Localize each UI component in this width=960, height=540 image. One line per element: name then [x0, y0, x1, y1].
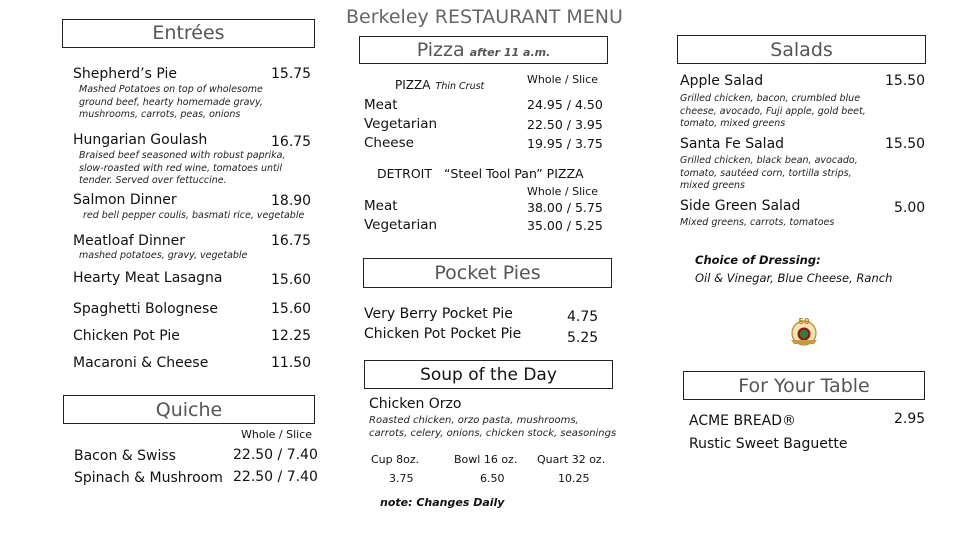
menu-item-name: Santa Fe Salad — [680, 136, 785, 152]
menu-item-price: 15.50 — [885, 136, 926, 152]
menu-item-price: 15.60 — [271, 301, 312, 317]
menu-item-name: Spaghetti Bolognese — [73, 301, 218, 317]
menu-item-description: Grilled chicken, bacon, crumbled blue cheese, avocado, Fuji apple, gold beet, tomato, mixed greens — [680, 93, 866, 129]
pocket-pies-heading-box — [363, 258, 612, 288]
for-your-table-heading-box — [683, 371, 925, 400]
bread-price: 2.95 — [894, 411, 926, 427]
anniversary-50-logo-icon — [787, 314, 821, 348]
menu-item-price: 35.00 / 5.25 — [527, 218, 603, 233]
menu-item-price: 22.50 / 7.40 — [233, 469, 318, 485]
soup-size-label: Cup 8oz. — [371, 453, 420, 466]
menu-item-price: 15.75 — [271, 66, 312, 82]
menu-item-price: 22.50 / 3.95 — [527, 117, 603, 132]
menu-item-name: Side Green Salad — [680, 198, 801, 214]
menu-item-price: 16.75 — [271, 134, 312, 150]
menu-item-price: 4.75 — [567, 309, 599, 325]
menu-item-name: Meat — [364, 198, 398, 214]
menu-item-name: Chicken Pot Pie — [73, 328, 180, 344]
column-header: Whole / Slice — [241, 428, 313, 441]
entrees-heading-box — [62, 19, 315, 48]
soup-size-label: Quart 32 oz. — [537, 453, 606, 466]
pizza-heading-box — [359, 36, 608, 64]
menu-item-name: Vegetarian — [364, 217, 438, 233]
menu-item-name: Vegetarian — [364, 116, 438, 132]
menu-item-name: Spinach & Mushroom — [74, 470, 223, 486]
menu-item-name: Shepherd’s Pie — [73, 66, 177, 82]
menu-item-name: Hearty Meat Lasagna — [73, 270, 223, 286]
pocket-pies-heading: Pocket Pies — [434, 262, 541, 284]
menu-item-name: Apple Salad — [680, 73, 764, 89]
soup-size-price: 10.25 — [558, 472, 590, 485]
menu-item-price: 16.75 — [271, 233, 312, 249]
menu-item-name: Hungarian Goulash — [73, 132, 208, 148]
quiche-heading-box — [63, 395, 315, 424]
soup-note: note: Changes Daily — [380, 496, 505, 509]
soup-heading-box — [364, 360, 613, 389]
salads-heading-box — [677, 35, 926, 64]
menu-item-price: 18.90 — [271, 193, 312, 209]
soup-heading: Soup of the Day — [420, 365, 557, 385]
detroit-pizza-label — [377, 166, 584, 181]
menu-item-description: Mixed greens, carrots, tomatoes — [680, 217, 835, 228]
bread-name: Rustic Sweet Baguette — [689, 436, 848, 452]
menu-item-name: Macaroni & Cheese — [73, 355, 209, 371]
menu-item-price: 19.95 / 3.75 — [527, 136, 603, 151]
menu-item-price: 38.00 / 5.75 — [527, 200, 603, 215]
menu-item-description: Braised beef seasoned with robust paprika, slow-roasted with red wine, tomatoes until tender. Served over fettuccine. — [79, 150, 286, 186]
bread-brand: ACME BREAD® — [689, 413, 797, 429]
menu-item-description: mashed potatoes, gravy, vegetable — [79, 250, 248, 261]
dressing-options: Oil & Vinegar, Blue Cheese, Ranch — [695, 271, 893, 285]
logo-text: 50 — [798, 317, 810, 326]
thin-crust-title: PIZZA — [395, 78, 431, 92]
for-your-table-heading: For Your Table — [738, 375, 870, 397]
menu-item-name: Very Berry Pocket Pie — [364, 306, 513, 322]
menu-item-price: 22.50 / 7.40 — [233, 447, 318, 463]
pizza-heading-note: after 11 a.m. — [469, 46, 551, 59]
soup-size-label: Bowl 16 oz. — [454, 453, 518, 466]
salads-heading: Salads — [770, 39, 833, 61]
soup-description: Roasted chicken, orzo pasta, mushrooms, carrots, celery, onions, chicken stock, seasonings — [369, 415, 617, 439]
menu-item-name: Salmon Dinner — [73, 192, 177, 208]
menu-item-name: Meatloaf Dinner — [73, 233, 185, 249]
detroit-pizza-title: DETROIT — [377, 166, 433, 181]
menu-item-price: 15.60 — [271, 272, 312, 288]
menu-item-name: Meat — [364, 97, 398, 113]
menu-item-price: 24.95 / 4.50 — [527, 97, 603, 112]
menu-item-price: 11.50 — [271, 355, 312, 371]
soup-size-price: 3.75 — [389, 472, 414, 485]
menu-item-name: Cheese — [364, 135, 414, 151]
column-header: Whole / Slice — [527, 185, 599, 198]
quiche-heading: Quiche — [155, 399, 223, 421]
pizza-heading: Pizza — [416, 39, 465, 61]
soup-name: Chicken Orzo — [369, 396, 462, 412]
menu-item-description: red bell pepper coulis, basmati rice, vegetable — [83, 210, 305, 221]
dressing-label: Choice of Dressing: — [695, 253, 821, 267]
menu-item-name: Chicken Pot Pocket Pie — [364, 326, 522, 342]
menu-item-price: 5.25 — [567, 330, 599, 346]
page-title: Berkeley RESTAURANT MENU — [346, 6, 623, 28]
soup-size-price: 6.50 — [480, 472, 505, 485]
column-header: Whole / Slice — [527, 73, 599, 86]
menu-item-price: 15.50 — [885, 73, 926, 89]
menu-item-description: Grilled chicken, black bean, avocado, tomato, sautéed corn, tortilla strips, mixed greens — [680, 155, 858, 191]
menu-item-price: 12.25 — [271, 328, 312, 344]
detroit-pizza-subtitle: “Steel Tool Pan” PIZZA — [443, 166, 584, 181]
menu-item-name: Bacon & Swiss — [74, 448, 176, 464]
thin-crust-label — [395, 74, 484, 93]
menu-item-price: 5.00 — [894, 200, 926, 216]
entrees-heading: Entrées — [152, 22, 225, 44]
menu-item-description: Mashed Potatoes on top of wholesome ground beef, hearty homemade gravy, mushrooms, carrots, peas, onions — [79, 84, 263, 120]
thin-crust-note: Thin Crust — [435, 81, 485, 92]
